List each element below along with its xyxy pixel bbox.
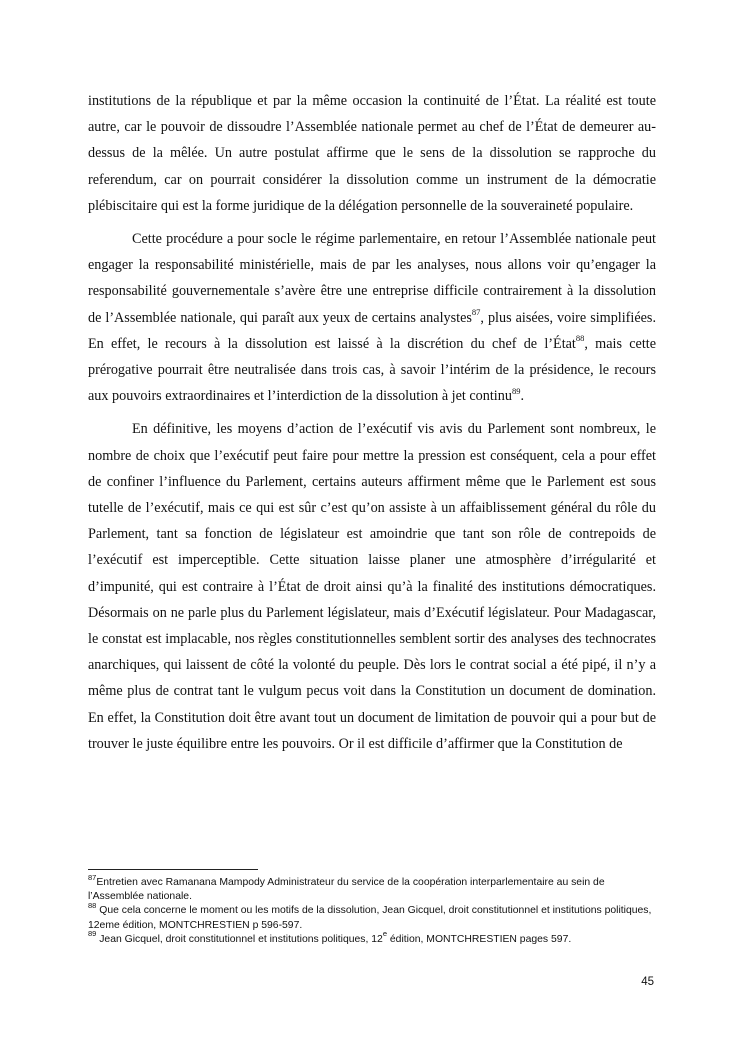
text-run: , mais cette prérogative pourrait être neutralisée dans trois cas, à savoir l’intérim de la présidence, le recours aux pouvoirs extraordinaires et l’interdiction de la dissolution à jet continu — [88, 335, 656, 405]
text-run: En définitive, les moyens d’action de l’exécutif vis avis du Parlement sont nombreux, le nombre de choix que l’exécutif peut faire pour mettre la pression est conséquent, cela a pour effet de confiner l’influence du Parlement, certains auteurs affirment même que le Parlement est sous tutelle de l’exécutif, mais ce qui est sûr c’est qu’on assiste à un affaiblissement général du rôle du Parlement, tant sa fonction de législateur est amoindrie que tant son rôle de contrepoids de l’exécutif est imperceptible. Cette situation laisse planer une atmosphère d’irrégularité et d’impunité, qui est contraire à l’État de droit ainsi qu’à la finalité des institutions démocratiques. Désormais on ne parle plus du Parlement législateur, mais d’Exécutif législateur. Pour Madagascar, le constat est implacable, nos règles constitutionnelles semblent sortir des analyses des technocrates anarchiques, qui laissent de côté la volonté du peuple. Dès lors le contrat social a été pipé, il n’y a même plus de contrat tant le vulgum pecus voit dans la Constitution un document de domination. En effet, la Constitution doit être avant tout un document de limitation de pouvoir qui a pour but de trouver le juste équilibre entre les pouvoirs. Or il est difficile d’affirmer que la Constitution de — [88, 421, 656, 752]
text-run: Que cela concerne le moment ou les motifs de la dissolution, Jean Gicquel, droit constitutionnel et institutions politiques, 12eme édition, MONTCHRESTIEN p 596-597. — [88, 905, 652, 931]
text-run: Jean Gicquel, droit constitutionnel et institutions politiques, 12 — [96, 933, 383, 945]
footnote-89 — [88, 929, 658, 947]
paragraph-1 — [88, 88, 656, 219]
footnote-reference: 89 — [511, 385, 521, 396]
text-run: , plus aisées, voire simplifiées. En effet, le recours à la dissolution est laissé à la discrétion du chef de l’État — [88, 309, 657, 352]
footnote-reference: 88 — [575, 333, 585, 344]
footnote-text — [88, 877, 605, 902]
footnote-88 — [88, 900, 658, 932]
text-run: . — [520, 388, 524, 405]
footnote-number: 88 — [88, 900, 97, 910]
superscript: e — [382, 929, 388, 939]
footnote-number: 89 — [88, 929, 97, 939]
footnote-text — [88, 905, 651, 930]
text-run: Cette procédure a pour socle le régime parlementaire, en retour l’Assemblée nationale peut engager la responsabilité ministérielle, mais de par les analyses, nous allons voir qu’engager la responsabilité gouvernementale s’avère être une entreprise difficile contrairement à la dissolution de l’Assemblée nationale, qui paraît aux yeux de certains analystes — [88, 231, 656, 326]
footnote-number: 87 — [88, 872, 97, 882]
body-text — [88, 88, 656, 757]
text-run: institutions de la république et par la même occasion la continuité de l’État. La réalité est toute autre, car le pouvoir de dissoudre l’Assemblée nationale permet au chef de l’État de demeurer au-dessus de la mêlée. Un autre postulat affirme que le sens de la dissolution se rapproche du referendum, car on pourrait considérer la dissolution comme un instrument de la démocratie plébiscitaire qui est la forme juridique de la délégation personnelle de la souveraineté populaire. — [88, 93, 656, 214]
page-number: 45 — [641, 976, 654, 988]
footnote-87 — [88, 872, 658, 904]
footnote-reference: 87 — [471, 306, 481, 317]
text-run: Entretien avec Ramanana Mampody Administrateur du service de la coopération interparlementaire au sein de l’Assemblée nationale. — [88, 877, 605, 903]
footnotes — [88, 872, 658, 947]
text-run: édition, MONTCHRESTIEN pages 597. — [387, 933, 572, 945]
footnote-separator — [88, 869, 258, 870]
paragraph-2 — [88, 226, 656, 409]
paragraph-3 — [88, 416, 656, 757]
footnote-text — [96, 929, 572, 945]
